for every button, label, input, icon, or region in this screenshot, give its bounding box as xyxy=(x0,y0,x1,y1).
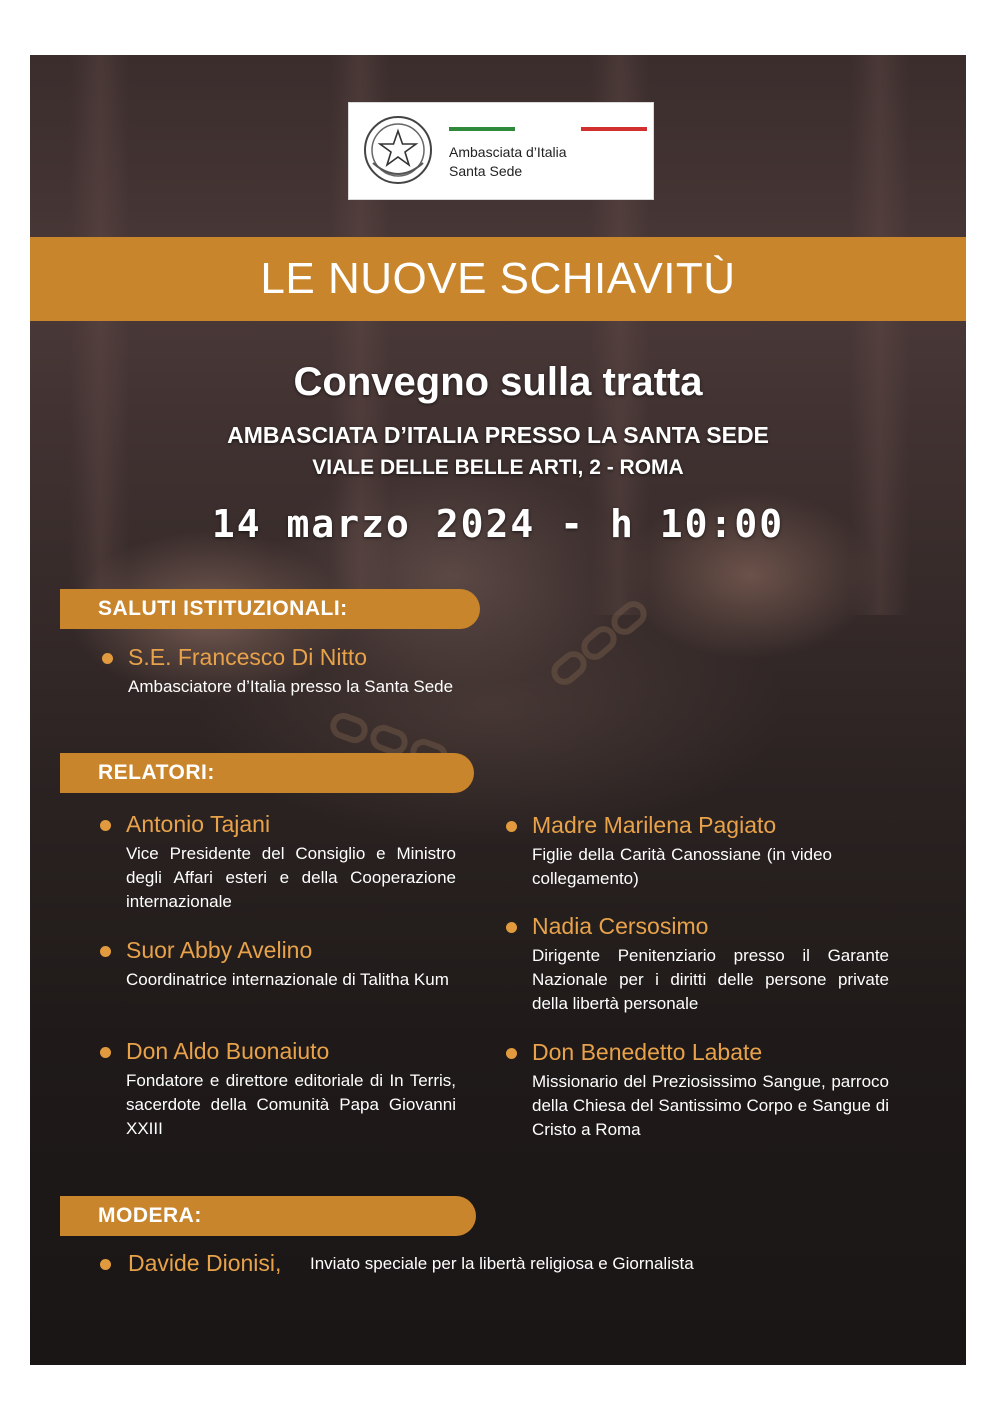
event-address: VIALE DELLE BELLE ARTI, 2 - ROMA xyxy=(312,456,684,479)
saluti-heading: SALUTI ISTITUZIONALI: xyxy=(60,589,480,629)
event-subtitle: Convegno sulla tratta xyxy=(293,360,703,404)
bullet-icon xyxy=(506,1048,517,1059)
chain-link xyxy=(327,709,372,746)
person-role: Coordinatrice internazionale di Talitha Kum xyxy=(126,970,449,989)
person-name: S.E. Francesco Di Nitto xyxy=(128,644,368,670)
title-band xyxy=(30,237,966,321)
modera-heading: MODERA: xyxy=(60,1196,476,1236)
embassy-logo xyxy=(348,102,654,200)
person-role: Ambasciatore d’Italia presso la Santa Sede xyxy=(128,677,454,696)
poster xyxy=(30,55,966,1365)
page-title: LE NUOVE SCHIAVITÙ xyxy=(260,254,736,303)
logo-line-2: Santa Sede xyxy=(449,163,523,179)
person-name: Suor Abby Avelino xyxy=(126,937,313,963)
bullet-icon xyxy=(506,821,517,832)
person-name: Don Benedetto Labate xyxy=(532,1039,763,1065)
person-name: Nadia Cersosimo xyxy=(532,913,709,939)
bullet-icon xyxy=(102,653,113,664)
bullet-icon xyxy=(506,922,517,933)
flag-green-line xyxy=(449,127,515,131)
bullet-icon xyxy=(100,1047,111,1058)
moderator-role: Inviato speciale per la libertà religiosa e Giornalista xyxy=(310,1254,694,1273)
person-name: Don Aldo Buonaiuto xyxy=(126,1038,330,1064)
italian-republic-emblem-icon xyxy=(361,113,435,187)
moderator-name: Davide Dionisi, xyxy=(128,1250,282,1276)
flag-red-line xyxy=(581,127,647,131)
bullet-icon xyxy=(100,820,111,831)
flag-white-line xyxy=(515,127,581,131)
person-role: Missionario del Preziosissimo Sangue, parroco della Chiesa del Santissimo Corpo e Sangue di Cristo a Roma xyxy=(532,1072,889,1139)
person-name: Antonio Tajani xyxy=(126,811,271,837)
person-role: Dirigente Penitenziario presso il Garante Nazionale per i diritti delle persone private della libertà personale xyxy=(532,946,889,1013)
logo-text xyxy=(449,143,567,181)
person-role: Fondatore e direttore editoriale di In Terris, sacerdote della Comunità Papa Giovanni XXIII xyxy=(126,1071,456,1138)
bullet-icon xyxy=(100,1259,111,1270)
person-role: Vice Presidente del Consiglio e Ministro degli Affari esteri e della Cooperazione internazionale xyxy=(126,844,456,911)
logo-line-1: Ambasciata d’Italia xyxy=(449,144,567,160)
person-role: Figlie della Carità Canossiane (in video collegamento) xyxy=(532,845,832,888)
event-venue: AMBASCIATA D’ITALIA PRESSO LA SANTA SEDE xyxy=(227,422,769,448)
relatori-heading: RELATORI: xyxy=(60,753,474,793)
event-datetime: 14 marzo 2024 - h 10:00 xyxy=(211,502,785,546)
person-name: Madre Marilena Pagiato xyxy=(532,812,777,838)
bullet-icon xyxy=(100,946,111,957)
